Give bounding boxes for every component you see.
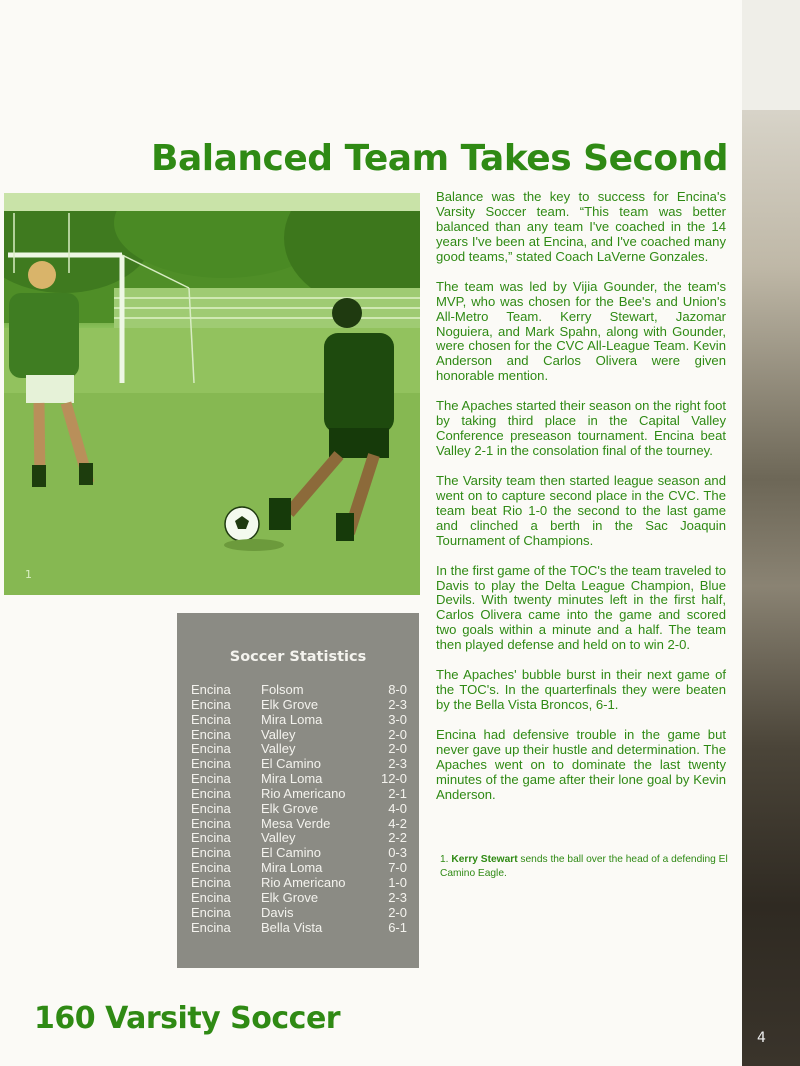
stats-row [191, 905, 413, 920]
score-cell: 2-3 [388, 696, 407, 712]
team-cell: Encina [191, 860, 231, 876]
opponent-cell: Mira Loma [261, 711, 323, 727]
stats-row [191, 756, 413, 771]
facing-page-number: 4 [757, 1030, 766, 1046]
team-cell: Encina [191, 889, 231, 905]
stats-row [191, 860, 413, 875]
team-cell: Encina [191, 845, 231, 861]
stats-row [191, 697, 413, 712]
opponent-cell: Bella Vista [261, 919, 323, 935]
opponent-cell: Valley [261, 741, 296, 757]
stats-row [191, 771, 413, 786]
stats-row [191, 727, 413, 742]
score-cell: 6-1 [388, 919, 407, 935]
opponent-cell: Elk Grove [261, 889, 319, 905]
article-paragraph: In the first game of the TOC's the team traveled to Davis to play the Delta League Champion, Blue Devils. With twenty minutes left in the first half, Carlos Olivera came into the game and scored two goals within a minute and a half. The team then played defense and held on to win 2-0. [436, 562, 726, 653]
caption-number: 1. [440, 854, 449, 865]
score-cell: 2-0 [388, 726, 407, 742]
article-body [436, 190, 726, 818]
opponent-cell: Mira Loma [261, 771, 323, 787]
opponent-cell: Elk Grove [261, 696, 319, 712]
page-footer: 160 Varsity Soccer [34, 1001, 341, 1036]
stats-row [191, 890, 413, 905]
score-cell: 4-0 [388, 800, 407, 816]
opponent-cell: El Camino [261, 756, 321, 772]
caption-name: Kerry Stewart [451, 854, 518, 865]
stats-row [191, 816, 413, 831]
page-headline: Balanced Team Takes Second [151, 138, 728, 179]
team-cell: Encina [191, 904, 231, 920]
opponent-cell: Rio Americano [261, 785, 346, 801]
photo-caption [440, 853, 730, 880]
stats-row [191, 830, 413, 845]
score-cell: 4-2 [388, 815, 407, 831]
stats-row [191, 741, 413, 756]
stats-row [191, 920, 413, 935]
opponent-cell: Rio Americano [261, 874, 346, 890]
score-cell: 8-0 [388, 682, 407, 697]
team-cell: Encina [191, 771, 231, 787]
opponent-cell: Mira Loma [261, 860, 323, 876]
team-cell: Encina [191, 726, 231, 742]
stats-row [191, 875, 413, 890]
score-cell: 12-0 [380, 771, 407, 787]
photo-illustration [4, 193, 420, 595]
score-cell: 3-0 [388, 711, 407, 727]
opponent-cell: Valley [261, 830, 296, 846]
article-paragraph: Encina had defensive trouble in the game but never gave up their hustle and determination. The Apaches went on to dominate the last twenty minutes of the game after their lone goal by Kevin Anderson. [436, 726, 726, 802]
stats-row [191, 682, 413, 697]
team-cell: Encina [191, 682, 231, 697]
opponent-cell: El Camino [261, 845, 321, 861]
caption-text: sends the ball over the head of a defending El Camino Eagle. [440, 854, 728, 879]
team-cell: Encina [191, 696, 231, 712]
stats-row [191, 712, 413, 727]
score-cell: 2-2 [388, 830, 407, 846]
team-cell: Encina [191, 785, 231, 801]
stats-table [191, 682, 413, 934]
opponent-cell: Mesa Verde [261, 815, 331, 831]
score-cell: 1-0 [388, 874, 407, 890]
soccer-statistics-box [177, 613, 419, 968]
team-cell: Encina [191, 919, 231, 935]
opponent-cell: Elk Grove [261, 800, 319, 816]
score-cell: 2-0 [388, 741, 407, 757]
team-cell: Encina [191, 756, 231, 772]
score-cell: 0-3 [388, 845, 407, 861]
team-cell: Encina [191, 741, 231, 757]
stats-row [191, 801, 413, 816]
team-cell: Encina [191, 800, 231, 816]
article-paragraph: The Varsity team then started league season and went on to capture second place in the CVC. The team beat Rio 1-0 the second to the last game and clinched a berth in the Sac Joaquin Tournament of Champions. [436, 472, 726, 548]
facing-page-margin [742, 0, 800, 110]
team-cell: Encina [191, 815, 231, 831]
team-cell: Encina [191, 830, 231, 846]
score-cell: 2-1 [388, 785, 407, 801]
team-cell: Encina [191, 711, 231, 727]
article-paragraph: The team was led by Vijia Gounder, the team's MVP, who was chosen for the Bee's and Union's All-Metro Team. Kerry Stewart, Jazomar Noguiera, and Mark Spahn, along with Gounder, were chosen for the CVC All-League Team. Kevin Anderson and Carlos Olivera were given honorable mention. [436, 278, 726, 384]
score-cell: 2-0 [388, 904, 407, 920]
stats-row [191, 845, 413, 860]
opponent-cell: Folsom [261, 682, 304, 697]
team-cell: Encina [191, 874, 231, 890]
facing-page-photo-strip [742, 0, 800, 1066]
score-cell: 2-3 [388, 889, 407, 905]
opponent-cell: Valley [261, 726, 296, 742]
score-cell: 7-0 [388, 860, 407, 876]
photo-number: 1 [25, 568, 32, 581]
article-paragraph: Balance was the key to success for Encina's Varsity Soccer team. “This team was better balanced than any team I've coached in the 14 years I've been at Encina, and I've coached many good teams,” stated Coach LaVerne Gonzales. [436, 189, 726, 264]
stats-row [191, 786, 413, 801]
opponent-cell: Davis [261, 904, 294, 920]
score-cell: 2-3 [388, 756, 407, 772]
article-paragraph: The Apaches started their season on the right foot by taking third place in the Capital Valley Conference preseason tournament. Encina beat Valley 2-1 in the consolation final of the tourney. [436, 398, 726, 459]
article-paragraph: The Apaches' bubble burst in their next game of the TOC's. In the quarterfinals they were beaten by the Bella Vista Broncos, 6-1. [436, 667, 726, 713]
soccer-action-photo [4, 193, 420, 595]
stats-title: Soccer Statistics [229, 649, 367, 665]
